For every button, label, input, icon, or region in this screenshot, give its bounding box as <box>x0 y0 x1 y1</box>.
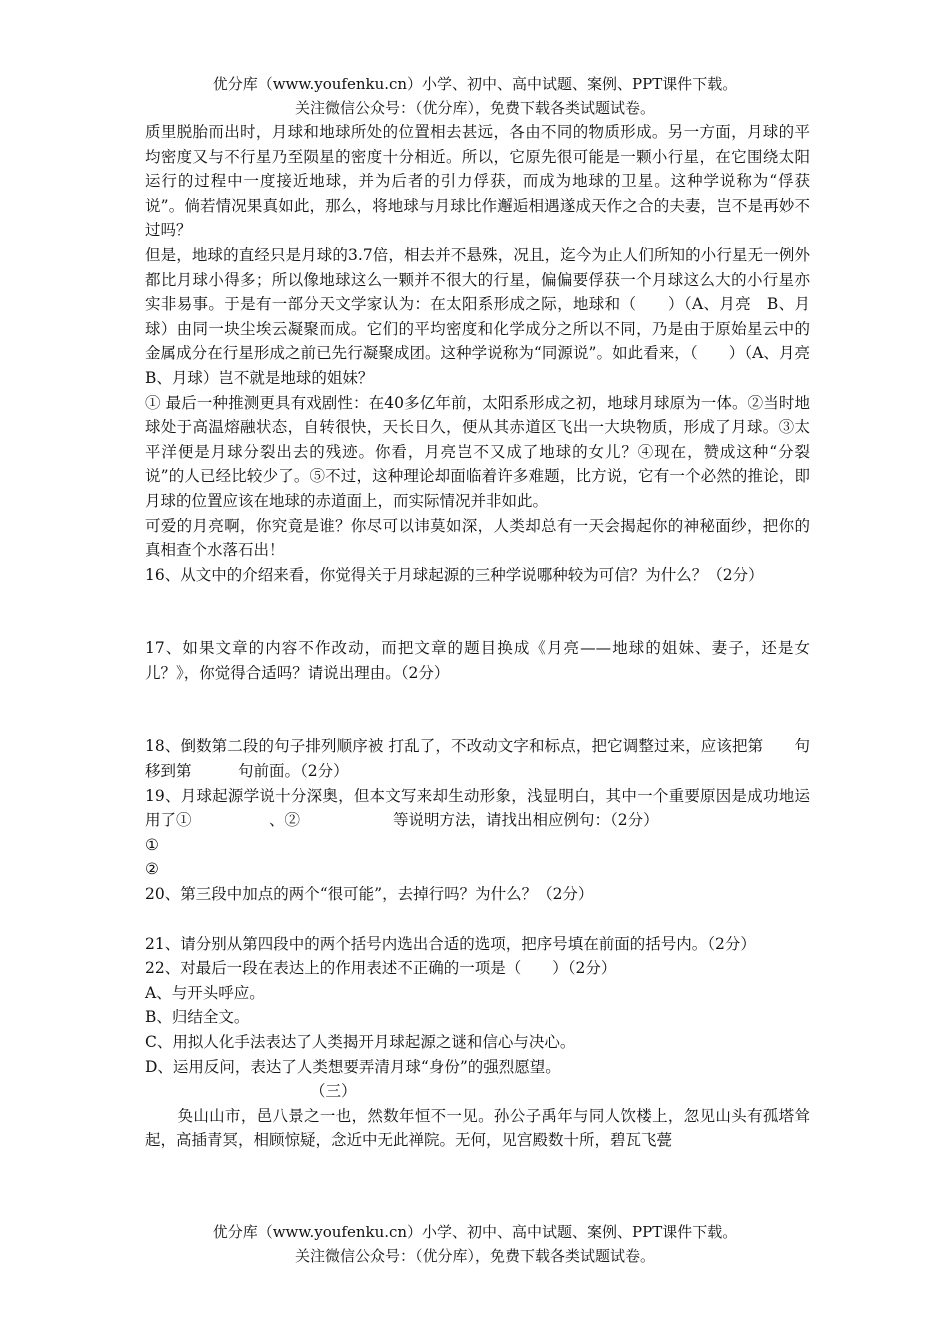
page-header <box>0 72 950 120</box>
option-d: D、运用反问，表达了人类想要弄清月球“身份”的强烈愿望。 <box>145 1057 561 1076</box>
paragraph-common-origin-theory: 但是，地球的直经只是月球的3.7倍，相去并不悬殊，况且，迄今为止人们所知的小行星无一例外都比月球小得多；所以像地球这么一颗并不很大的行星，偏偏要俘获一个月球这么大的小行星亦实非易事。于是有一部分天文学家认为：在太阳系形成之际，地球和（ ）（A、月亮 B、月球）由同一块尘埃云凝聚而成。它们的平均密度和化学成分之所以不同，乃是由于原始星云中的金属成分在行星形成之前已先行凝聚成团。这种学说称为“同源说”。如此看来，（ ）（A、月亮 B、月球）岂不就是地球的姐妹？ <box>145 245 826 387</box>
header-line-1: 优分库（www.youfenku.cn）小学、初中、高中试题、案例、PPT课件下载。 <box>212 75 738 93</box>
option-c: C、用拟人化手法表达了人类揭开月球起源之谜和信心与决心。 <box>145 1033 576 1051</box>
question-21: 21、请分别从第四段中的两个括号内选出合适的选项，把序号填在前面的括号内。（2分） <box>145 934 756 953</box>
page-footer <box>0 1220 950 1268</box>
question-19-answer-2: ② <box>145 860 159 879</box>
footer-line-2: 关注微信公众号：（优分库），免费下载各类试题试卷。 <box>294 1247 655 1265</box>
paragraph-fission-theory: ① 最后一种推测更具有戏剧性：在40多亿年前，太阳系形成之初，地球月球原为一体。②当时地球处于高温熔融状态，自转很快，天长日久，便从其赤道区飞出一大块物质，形成了月球。③太平洋便是月球分裂出去的残迹。你看，月亮岂不又成了地球的女儿？④现在，赞成这种“分裂说”的人已经比较少了。⑤不过，这种理论却面临着许多难题，比方说，它有一个必然的推论，即月球的位置应该在地球的赤道面上，而实际情况并非如此。 <box>145 393 810 510</box>
option-b: B、归结全文。 <box>145 1008 250 1027</box>
answer-space-20[interactable] <box>145 907 810 932</box>
answer-space-16[interactable] <box>145 587 810 636</box>
question-18: 18、倒数第二段的句子排列顺序被 打乱了，不改动文字和标点，把它调整过来，应该把第 句移到第 句前面。（2分） <box>145 737 810 781</box>
header-line-2: 关注微信公众号：（优分库），免费下载各类试题试卷。 <box>294 99 655 117</box>
option-a: A、与开头呼应。 <box>145 983 265 1002</box>
question-22: 22、对最后一段在表达上的作用表述不正确的一项是（ ）（2分） <box>145 959 617 978</box>
question-19: 19、月球起源学说十分深奥，但本文写来却生动形象，浅显明白，其中一个重要原因是成功地运用了① 、② 等说明方法，请找出相应例句：（2分） <box>145 786 810 830</box>
document-body <box>145 120 826 1153</box>
question-17: 17、如果文章的内容不作改动，而把文章的题目换成《月亮——地球的姐妹、妻子，还是女儿？》，你觉得合适吗？请说出理由。（2分） <box>145 639 810 682</box>
section-heading: （三） <box>310 1082 357 1101</box>
question-20: 20、第三段中加点的两个“很可能”，去掉行吗？为什么？（2分） <box>145 885 594 904</box>
paragraph-capture-theory: 质里脱胎而出时，月球和地球所处的位置相去甚远，各由不同的物质形成。另一方面，月球的平均密度又与不行星乃至陨星的密度十分相近。所以，它原先很可能是一颗小行星，在它围绕太阳运行的过程中一度接近地球，并为后者的引力俘获，而成为地球的卫星。这种学说称为“俘获说”。倘若情况果真如此，那么，将地球与月球比作邂逅相遇遂成天作之合的夫妻，岂不是再妙不过吗？ <box>145 123 810 240</box>
footer-line-1: 优分库（www.youfenku.cn）小学、初中、高中试题、案例、PPT课件下载。 <box>212 1223 738 1241</box>
paragraph-conclusion: 可爱的月亮啊，你究竟是谁？你尽可以讳莫如深，人类却总有一天会揭起你的神秘面纱，把你的真相查个水落石出！ <box>145 516 810 560</box>
answer-space-17[interactable] <box>145 685 810 734</box>
classical-text-paragraph: 奂山山市，邑八景之一也，然数年恒不一见。孙公子禹年与同人饮楼上，忽见山头有孤塔耸起，高插青冥，相顾惊疑，念近中无此禅院。无何，见宫殿数十所，碧瓦飞甍 <box>145 1106 810 1150</box>
question-19-answer-1: ① <box>145 835 159 854</box>
question-16: 16、从文中的介绍来看，你觉得关于月球起源的三种学说哪种较为可信？为什么？（2分） <box>145 565 764 584</box>
